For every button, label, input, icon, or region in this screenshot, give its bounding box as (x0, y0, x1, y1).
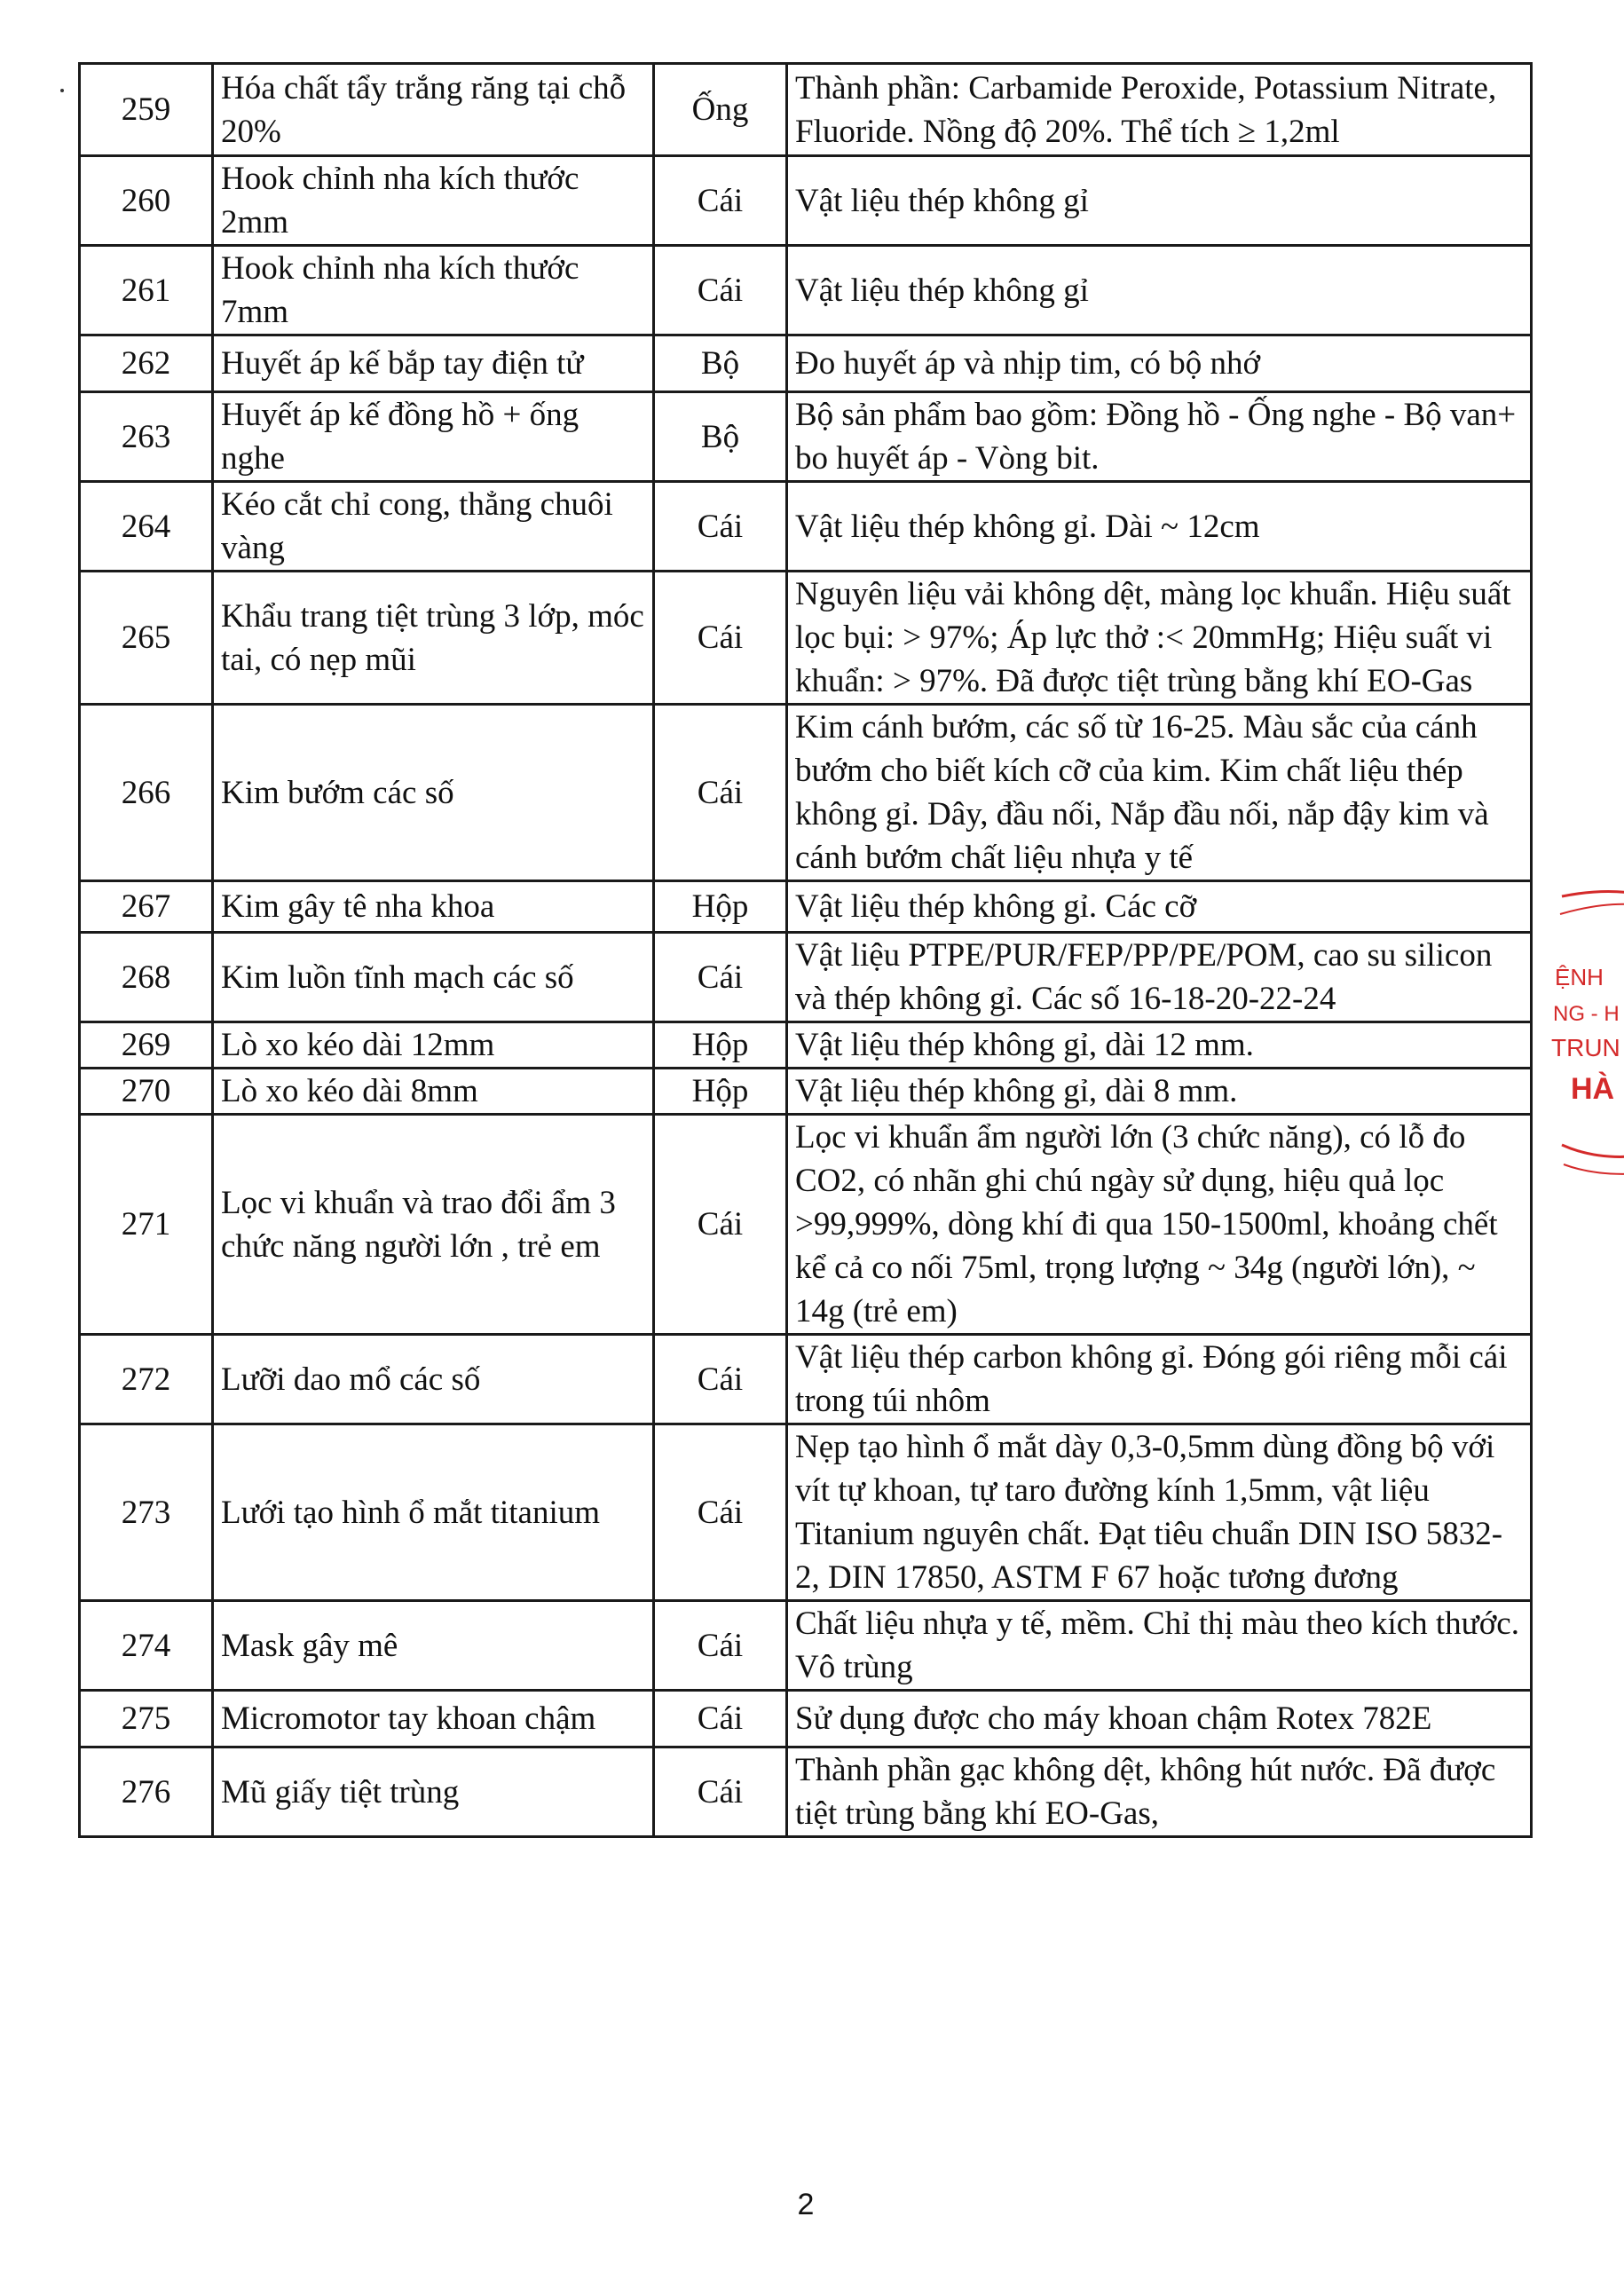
table-row (80, 705, 1532, 881)
item-unit: Cái (654, 156, 787, 246)
item-number: 274 (80, 1601, 213, 1691)
item-name: Lưỡi dao mổ các số (213, 1335, 654, 1424)
item-name: Kim bướm các số (213, 705, 654, 881)
item-number: 261 (80, 246, 213, 335)
table-row (80, 1601, 1532, 1691)
item-spec: Vật liệu thép carbon không gỉ. Đóng gói riêng mỗi cái trong túi nhôm (787, 1335, 1532, 1424)
item-unit: Cái (654, 1747, 787, 1837)
item-number: 271 (80, 1115, 213, 1335)
table-row (80, 1747, 1532, 1837)
item-spec: Thành phần gạc không dệt, không hút nước. Đã được tiệt trùng bằng khí EO-Gas, (787, 1747, 1532, 1837)
stamp-line: HÀ (1571, 1072, 1615, 1106)
item-unit: Hộp (654, 881, 787, 933)
stamp-line: TRUN (1551, 1034, 1620, 1061)
item-unit: Cái (654, 705, 787, 881)
item-unit: Cái (654, 933, 787, 1022)
item-name: Lưới tạo hình ổ mắt titanium (213, 1424, 654, 1601)
table-row (80, 933, 1532, 1022)
item-spec: Vật liệu PTPE/PUR/FEP/PP/PE/POM, cao su silicon và thép không gỉ. Các số 16-18-20-22-24 (787, 933, 1532, 1022)
item-name: Khẩu trang tiệt trùng 3 lớp, móc tai, có nẹp mũi (213, 572, 654, 705)
table-row (80, 64, 1532, 156)
item-unit: Cái (654, 1601, 787, 1691)
item-name: Huyết áp kế đồng hồ + ống nghe (213, 392, 654, 482)
item-number: 268 (80, 933, 213, 1022)
item-name: Kim gây tê nha khoa (213, 881, 654, 933)
item-spec: Nguyên liệu vải không dệt, màng lọc khuẩn. Hiệu suất lọc bụi: > 97%; Áp lực thở :< 20mmHg; Hiệu suất vi khuẩn: > 97%. Đã được tiệt trùng bằng khí EO-Gas (787, 572, 1532, 705)
item-unit: Cái (654, 1424, 787, 1601)
item-unit: Bộ (654, 335, 787, 392)
item-number: 269 (80, 1022, 213, 1069)
item-unit: Cái (654, 482, 787, 572)
item-number: 262 (80, 335, 213, 392)
item-name: Mask gây mê (213, 1601, 654, 1691)
item-name: Huyết áp kế bắp tay điện tử (213, 335, 654, 392)
item-spec: Vật liệu thép không gỉ. Dài ~ 12cm (787, 482, 1532, 572)
item-unit: Hộp (654, 1022, 787, 1069)
stamp-line: NG - H (1553, 1002, 1620, 1026)
item-spec: Sử dụng được cho máy khoan chậm Rotex 782E (787, 1691, 1532, 1747)
item-number: 264 (80, 482, 213, 572)
item-spec: Bộ sản phẩm bao gồm: Đồng hồ - Ống nghe - Bộ van+ bo huyết áp - Vòng bit. (787, 392, 1532, 482)
item-name: Kéo cắt chỉ cong, thẳng chuôi vàng (213, 482, 654, 572)
item-name: Hóa chất tẩy trắng răng tại chỗ 20% (213, 64, 654, 156)
item-spec: Vật liệu thép không gỉ. Các cỡ (787, 881, 1532, 933)
item-name: Hook chỉnh nha kích thước 2mm (213, 156, 654, 246)
item-unit: Hộp (654, 1069, 787, 1115)
item-spec: Kim cánh bướm, các số từ 16-25. Màu sắc của cánh bướm cho biết kích cỡ của kim. Kim chất liệu thép không gỉ. Dây, đầu nối, Nắp đầu nối, nắp đậy kim và cánh bướm chất liệu nhựa y tế (787, 705, 1532, 881)
item-number: 259 (80, 64, 213, 156)
item-name: Mũ giấy tiệt trùng (213, 1747, 654, 1837)
item-name: Lọc vi khuẩn và trao đổi ẩm 3 chức năng người lớn , trẻ em (213, 1115, 654, 1335)
item-spec: Vật liệu thép không gỉ, dài 8 mm. (787, 1069, 1532, 1115)
item-unit: Ống (654, 64, 787, 156)
table-row (80, 246, 1532, 335)
item-number: 263 (80, 392, 213, 482)
item-unit: Cái (654, 1691, 787, 1747)
item-spec: Vật liệu thép không gỉ (787, 156, 1532, 246)
item-name: Lò xo kéo dài 12mm (213, 1022, 654, 1069)
item-spec: Vật liệu thép không gỉ (787, 246, 1532, 335)
item-name: Lò xo kéo dài 8mm (213, 1069, 654, 1115)
table-row (80, 881, 1532, 933)
item-spec: Nẹp tạo hình ổ mắt dày 0,3-0,5mm dùng đồng bộ với vít tự khoan, tự taro đường kính 1,5mm, vật liệu Titanium nguyên chất. Đạt tiêu chuẩn DIN ISO 5832-2, DIN 17850, ASTM F 67 hoặc tương đương (787, 1424, 1532, 1601)
table-row (80, 156, 1532, 246)
item-number: 265 (80, 572, 213, 705)
item-spec: Đo huyết áp và nhịp tim, có bộ nhớ (787, 335, 1532, 392)
item-number: 266 (80, 705, 213, 881)
item-number: 270 (80, 1069, 213, 1115)
table-row (80, 572, 1532, 705)
red-stamp (1544, 879, 1624, 1198)
item-spec: Vật liệu thép không gỉ, dài 12 mm. (787, 1022, 1532, 1069)
item-unit: Bộ (654, 392, 787, 482)
table-row (80, 482, 1532, 572)
item-spec: Chất liệu nhựa y tế, mềm. Chỉ thị màu theo kích thước. Vô trùng (787, 1601, 1532, 1691)
item-spec: Lọc vi khuẩn ẩm người lớn (3 chức năng), có lỗ đo CO2, có nhãn ghi chú ngày sử dụng, hiệu quả lọc >99,999%, dòng khí đi qua 150-1500ml, khoảng chết kể cả co nối 75ml, trọng lượng ~ 34g (người lớn), ~ 14g (trẻ em) (787, 1115, 1532, 1335)
item-unit: Cái (654, 1115, 787, 1335)
scan-speck (60, 89, 64, 92)
item-number: 275 (80, 1691, 213, 1747)
table-row (80, 1424, 1532, 1601)
supply-table (78, 62, 1533, 1838)
item-unit: Cái (654, 1335, 787, 1424)
item-spec: Thành phần: Carbamide Peroxide, Potassium Nitrate, Fluoride. Nồng độ 20%. Thể tích ≥ 1,2ml (787, 64, 1532, 156)
page-number: 2 (797, 2188, 815, 2221)
item-number: 276 (80, 1747, 213, 1837)
item-number: 260 (80, 156, 213, 246)
item-number: 267 (80, 881, 213, 933)
item-unit: Cái (654, 246, 787, 335)
table-row (80, 335, 1532, 392)
item-number: 273 (80, 1424, 213, 1601)
item-name: Hook chỉnh nha kích thước 7mm (213, 246, 654, 335)
table-row (80, 1022, 1532, 1069)
stamp-line: ỆNH (1555, 964, 1604, 990)
item-name: Micromotor tay khoan chậm (213, 1691, 654, 1747)
item-name: Kim luồn tĩnh mạch các số (213, 933, 654, 1022)
table-row (80, 392, 1532, 482)
item-unit: Cái (654, 572, 787, 705)
table-row (80, 1069, 1532, 1115)
table-row (80, 1691, 1532, 1747)
table-row (80, 1335, 1532, 1424)
item-number: 272 (80, 1335, 213, 1424)
table-row (80, 1115, 1532, 1335)
